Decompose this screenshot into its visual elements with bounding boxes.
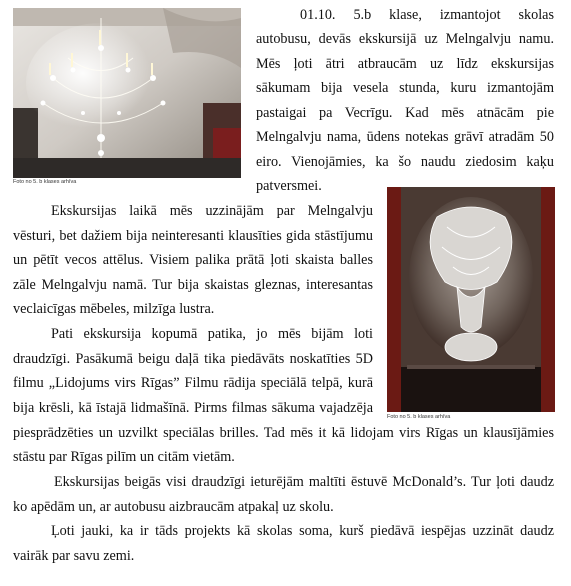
silver-vase-photo bbox=[387, 187, 555, 412]
paragraph-2-line-5: veclaicīgas mēbeles, milzīga lustra. bbox=[13, 301, 215, 317]
paragraph-1-line-2: autobusu, devās ekskursijā uz Melngalvju namu. bbox=[256, 31, 554, 47]
paragraph-5-line-1: Ļoti jauki, ka ir tāds projekts kā skolas soma, kurš piedāvā iespējas uzzināt daudz bbox=[51, 523, 554, 539]
paragraph-1-line-1: 01.10. 5.b klase, izmantojot skolas bbox=[300, 7, 554, 23]
silver-vase-photo-caption: Foto no 5. b klases arhīva bbox=[387, 414, 451, 420]
paragraph-2-line-3: un pētīt vecos attēlus. Visiem palika prātā ļoti skaista balles bbox=[13, 252, 373, 268]
paragraph-1-line-8: patversmei. bbox=[256, 178, 322, 194]
paragraph-5-line-2: vairāk par savu zemi. bbox=[13, 548, 135, 564]
chandelier-photo-caption: Foto no 5. b klases arhīva bbox=[13, 179, 77, 185]
paragraph-3-line-5: piesprādzēties un uzvilkt speciālas brilles. Tad mēs it kā lidojam virs Rīgas un klausījāmies bbox=[13, 425, 554, 441]
paragraph-2-line-1: Ekskursijas laikā mēs uzzinājām par Melngalvju bbox=[51, 203, 373, 219]
paragraph-1-line-6: Melngalvju nama, ūdens notekas grāvī atradām 50 bbox=[256, 129, 554, 145]
paragraph-1-line-7: eiro. Vienojāmies, ka šo naudu ziedosim kaķu bbox=[256, 154, 554, 170]
paragraph-3-line-2: draudzīgi. Pasākumā beigu daļā tika piedāvāts noskatīties 5D bbox=[13, 351, 373, 367]
paragraph-1-line-4: sākumam bija vesela stunda, kuru izmantojām bbox=[256, 80, 554, 96]
paragraph-4-line-1: Ekskursijas beigās visi draudzīgi ieturējām maltīti ēstuvē McDonald’s. Tur ļoti daudz bbox=[54, 474, 554, 490]
paragraph-3-line-1: Pati ekskursija kopumā patika, jo mēs bijām loti bbox=[51, 326, 373, 342]
paragraph-3-line-6: stāstu par Rīgas pilīm un citām vietām. bbox=[13, 449, 235, 465]
paragraph-2-line-2: vēsturi, bet dažiem bija neinteresanti klausīties gida stāstījumu bbox=[13, 228, 373, 244]
paragraph-1-line-3: Mēs ļoti ātri atbraucām uz līdz ekskursijas bbox=[256, 56, 554, 72]
paragraph-3-line-3: filmu „Lidojums virs Rīgas” Filmu rādija speciālā telpā, kurā bbox=[13, 375, 373, 391]
paragraph-3-line-4: bija krēsli, kā īstajā lidmašīnā. Pirms filmas sākuma vajadzēja bbox=[13, 400, 373, 416]
paragraph-1-line-5: pastaigai pa Vecrīgu. Kad mēs atnācām pie bbox=[256, 105, 554, 121]
paragraph-2-line-4: zāle Melngalvju namā. Tur bija skaistas gleznas, interesantas bbox=[13, 277, 373, 293]
chandelier-photo bbox=[13, 8, 241, 178]
paragraph-4-line-2: ko apēdām un, ar autobusu aizbraucām atpakaļ uz skolu. bbox=[13, 499, 334, 515]
